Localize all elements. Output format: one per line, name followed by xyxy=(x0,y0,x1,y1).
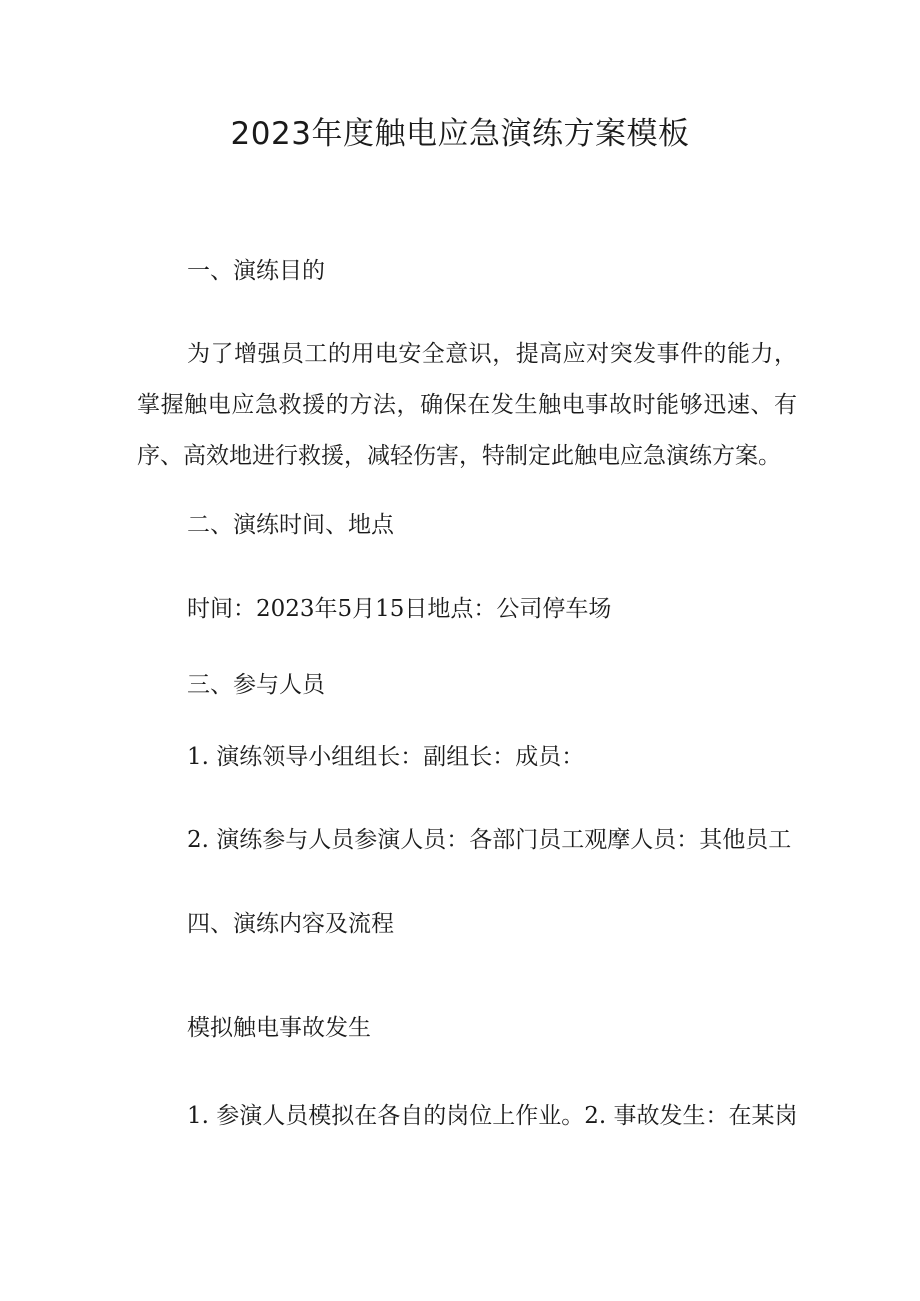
paragraph-flow-steps: 1. 参演人员模拟在各自的岗位上作业。2. 事故发生：在某岗 xyxy=(187,1103,798,1129)
list-item-leadership: 1. 演练领导小组组长：副组长：成员： xyxy=(187,744,585,770)
section-heading-purpose: 一、演练目的 xyxy=(187,258,325,284)
section-heading-time-place: 二、演练时间、地点 xyxy=(187,512,394,538)
paragraph-purpose: 为了增强员工的用电安全意识，提高应对突发事件的能力，掌握触电应急救援的方法，确保在发生触电事故时能够迅速、有序、高效地进行救援，减轻伤害，特制定此触电应急演练方案。 xyxy=(137,341,797,469)
document-title: 2023年度触电应急演练方案模板 xyxy=(230,116,690,152)
section-heading-content-flow: 四、演练内容及流程 xyxy=(187,911,394,937)
section-heading-participants: 三、参与人员 xyxy=(187,672,325,698)
subheading-simulated-accident: 模拟触电事故发生 xyxy=(187,1015,371,1041)
paragraph-time-place: 时间：2023年5月15日地点：公司停车场 xyxy=(187,596,612,622)
list-item-participants: 2. 演练参与人员参演人员：各部门员工观摩人员：其他员工 xyxy=(187,827,792,853)
